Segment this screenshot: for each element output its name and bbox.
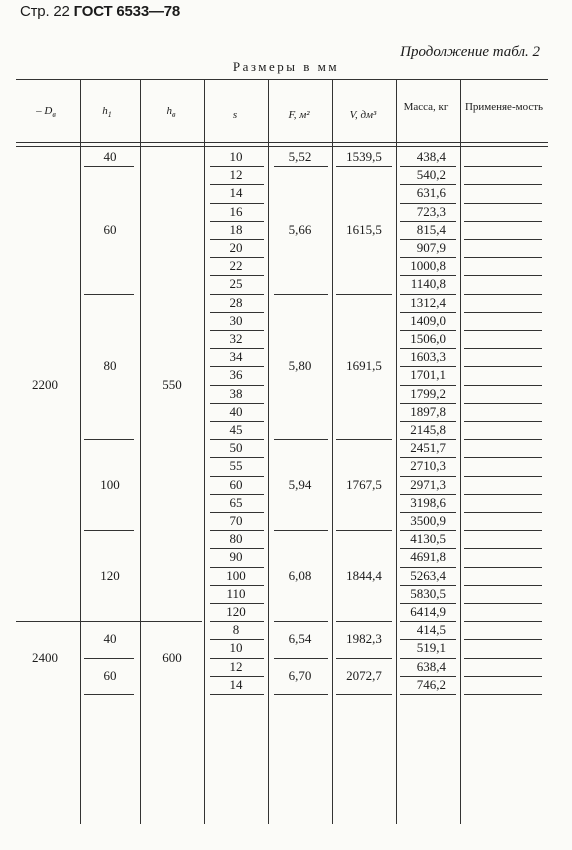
row-rule [464,348,542,349]
s-cell: 45 [229,422,243,437]
row-rule [464,621,542,622]
row-rule [464,275,542,276]
s-cell: 14 [229,676,243,692]
row-rule [464,476,542,477]
mass-cell: 3198,6 [410,494,446,510]
row-rule [464,585,542,586]
h1-cell: 100 [100,476,120,492]
col-header-s: s [232,109,238,121]
h1-cell: 60 [103,221,117,237]
col-header-h1: $h_1$ [102,105,112,120]
s-cell: 34 [229,349,243,365]
s-cell: 50 [229,440,243,456]
mass-cell: 519,1 [416,640,446,656]
row-rule [464,421,542,422]
block-rule [336,621,392,622]
mass-cell: 6414,9 [410,604,446,619]
s-cell: 10 [229,149,243,164]
col-header-f: F, м² [288,109,310,121]
s-cell: 30 [229,312,243,328]
row-rule [464,530,542,531]
h1-cell: 80 [103,358,117,374]
h1-cell: 60 [103,667,117,683]
f-cell: 5,80 [288,358,312,374]
mass-cell: 5263,4 [410,567,446,583]
mass-cell: 438,4 [416,149,446,164]
row-rule [464,603,542,604]
s-cell: 16 [229,203,243,219]
block-rule [84,658,134,659]
mass-cell: 1897,8 [410,403,446,419]
s-cell: 10 [229,640,243,656]
f-cell: 5,94 [288,476,312,492]
col-header-hv: $h_в$ [166,105,176,120]
row-rule [464,184,542,185]
mass-cell: 638,4 [416,658,446,674]
row-rule [400,694,456,695]
column-divider [460,80,461,824]
block-rule [336,694,392,695]
f-cell: 5,66 [288,221,312,237]
f-cell: 6,08 [288,567,312,583]
s-cell: 40 [229,403,243,419]
mass-cell: 2451,7 [410,440,446,456]
h1-cell: 120 [100,567,120,583]
mass-cell: 1000,8 [410,258,446,274]
mass-cell: 1506,0 [410,331,446,346]
col-header-d: – $D_в$ [36,105,56,120]
row-rule [464,239,542,240]
s-cell: 38 [229,385,243,401]
block-rule [84,439,134,440]
block-rule [274,166,328,167]
row-rule [464,385,542,386]
mass-cell: 1701,1 [410,367,446,383]
table-top-rule [16,79,548,80]
block-rule [274,694,328,695]
s-cell: 80 [229,531,243,547]
d-cell: 2200 [32,376,58,392]
s-cell: 25 [229,276,243,292]
mass-cell: 1409,0 [410,312,446,328]
mass-cell: 4691,8 [410,549,446,565]
column-divider [396,80,397,824]
row-rule [464,221,542,222]
mass-cell: 4130,5 [410,531,446,547]
column-divider [204,80,205,824]
mass-cell: 414,5 [416,622,446,638]
block-rule [336,166,392,167]
s-cell: 14 [229,185,243,201]
row-rule [464,494,542,495]
standard-code: ГОСТ 6533—78 [73,3,181,20]
s-cell: 32 [229,331,243,346]
row-rule [464,203,542,204]
v-cell: 1691,5 [346,358,382,374]
s-cell: 36 [229,367,243,383]
f-cell: 6,70 [288,667,312,683]
header-double-rule [16,142,548,147]
block-rule [274,294,328,295]
page-number: Стр. 22 [20,3,70,20]
h1-cell: 40 [103,149,117,165]
v-cell: 2072,7 [346,667,382,683]
row-rule [464,457,542,458]
row-rule [464,548,542,549]
mass-cell: 5830,5 [410,585,446,601]
row-rule [464,403,542,404]
block-rule [274,530,328,531]
v-cell: 1982,3 [346,631,382,647]
column-divider [80,80,81,824]
mass-cell: 1312,4 [410,294,446,310]
row-rule [464,166,542,167]
d-cell: 2400 [32,649,58,665]
s-cell: 120 [226,604,246,619]
row-rule [464,658,542,659]
column-divider [268,80,269,824]
f-cell: 5,52 [288,149,312,165]
row-rule [464,294,542,295]
s-cell: 18 [229,221,243,237]
s-cell: 110 [226,585,246,601]
mass-cell: 3500,9 [410,513,446,528]
block-rule [84,294,134,295]
block-rule [336,439,392,440]
mass-cell: 2971,3 [410,476,446,492]
s-cell: 55 [229,458,243,474]
v-cell: 1615,5 [346,221,382,237]
mass-cell: 1140,8 [410,276,446,292]
s-cell: 60 [229,476,243,492]
page-header [20,3,180,20]
column-divider [140,80,141,824]
mass-cell: 1799,2 [410,385,446,401]
s-cell: 28 [229,294,243,310]
row-rule [464,639,542,640]
block-rule [84,166,134,167]
mass-cell: 631,6 [416,185,446,201]
mass-cell: 2145,8 [410,422,446,437]
block-rule [84,530,134,531]
group-rule [16,621,202,622]
h1-cell: 40 [103,631,117,647]
hv-cell: 600 [162,649,182,665]
row-rule [464,694,542,695]
s-cell: 22 [229,258,243,274]
block-rule [84,694,134,695]
mass-cell: 746,2 [416,676,446,692]
col-header-use: Применяе-мость [464,101,544,113]
s-cell: 12 [229,658,243,674]
table-continuation-label: Продолжение табл. 2 [400,44,540,60]
s-cell: 12 [229,167,243,183]
s-cell: 70 [229,513,243,528]
s-cell: 65 [229,494,243,510]
block-rule [274,621,328,622]
col-header-v: V, дм³ [349,109,377,121]
block-rule [336,530,392,531]
s-cell: 8 [232,622,240,638]
s-cell: 100 [226,567,246,583]
s-cell: 90 [229,549,243,565]
row-rule [464,512,542,513]
row-rule [464,312,542,313]
row-rule [210,694,264,695]
mass-cell: 540,2 [416,167,446,183]
col-header-mass: Масса, кг [403,101,449,113]
v-cell: 1844,4 [346,567,382,583]
mass-cell: 815,4 [416,221,446,237]
f-cell: 6,54 [288,631,312,647]
block-rule [336,658,392,659]
s-cell: 20 [229,240,243,255]
hv-cell: 550 [162,376,182,392]
column-divider [332,80,333,824]
row-rule [464,567,542,568]
block-rule [274,439,328,440]
mass-cell: 1603,3 [410,349,446,365]
mass-cell: 723,3 [416,203,446,219]
units-caption: Размеры в мм [232,59,340,74]
row-rule [464,439,542,440]
mass-cell: 907,9 [416,240,446,255]
v-cell: 1767,5 [346,476,382,492]
row-rule [464,257,542,258]
row-rule [464,366,542,367]
block-rule [274,658,328,659]
mass-cell: 2710,3 [410,458,446,474]
v-cell: 1539,5 [346,149,382,165]
row-rule [464,676,542,677]
block-rule [336,294,392,295]
row-rule [464,330,542,331]
